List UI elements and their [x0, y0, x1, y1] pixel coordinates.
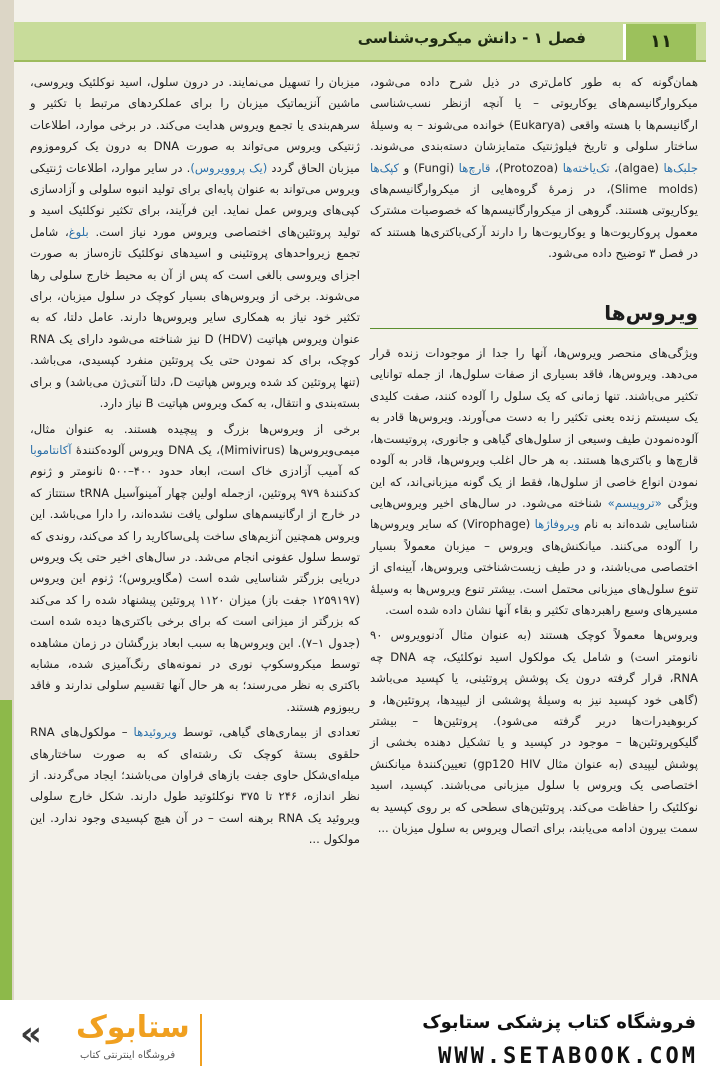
chapter-title: فصل ۱ - دانش میکروب‌شناسی — [357, 29, 586, 47]
highlighted-term: قارچ‌ها — [458, 160, 491, 175]
text-run: همان‌گونه که به طور کامل‌تری در ذیل شرح داده می‌شود، میکروارگانیسم‌های یوکاریوتی – یا آنچه ازنظر نسب‌شناسی ارگانیسم‌ها با هسته واقعی (Eukarya) خوانده می‌شوند – به وسیلهٔ ساختار سلولی و تاریخ فیلوژنتیک متمایزشان دسته‌بندی می‌شوند. — [370, 75, 698, 154]
intro-paragraph — [370, 72, 698, 265]
highlighted-term: کپک‌ها — [370, 160, 400, 175]
text-run: (Slime molds)، در زمرهٔ گروه‌هایی از میکروارگانیسم‌های یوکاریوتی هستند. گروهی از میکروارگانیسم‌ها که خصوصیات مشترک معمول پروکاریوت‌ها و یوکاریوت‌ها را دارند آرکی‌باکتری‌ها هستند که در فصل ۳ توضیح داده می‌شود. — [370, 182, 698, 261]
text-run: که آمیب آزادزی خاک است، ابعاد حدود ۴۰۰–۵۰۰ نانومتر و ژنوم کدکنندهٔ ۹۷۹ پروتئین، ازجمله اولین چهار آمینوآسیل tRNA سنتتاز که در خارج از ارگانیسم‌های سلولی یافت نشده‌اند، را دارا می‌باشد. این ویروس همچنین آنزیم‌های ساخت پلی‌ساکارید را کد می‌کند، روندی که توسط سلول عفونی انجام می‌شد. در سال‌های اخیر حتی یک ویروس دریایی بزرگتر شناسایی شده است (مگاویروس)؛ ژنوم این ویروس (۱۲۵۹۱۹۷ جفت باز) میزان ۱۱۲۰ پروتئین پیشنهاد شده را کد می‌کند که بزرگتر از میزانی است که برای برخی باکتری‌ها دیده شده است (جدول ۱–۷). این ویروس‌ها به سبب ابعاد بزرگشان در زمان مشاهده توسط میکروسکوپ نوری در نمونه‌های رنگ‌آمیزی شده، مشابه باکتری به نظر می‌رسند؛ به هر حال آنها تقسیم سلولی ندارند و فاقد ریبوزوم هستند. — [30, 464, 361, 714]
text-run: شناخته می‌شود. در سال‌های اخیر ویروس‌هایی شناسایی شده‌اند به نام — [370, 495, 698, 532]
margin-tab — [0, 700, 12, 1000]
left-paragraph-3 — [30, 722, 360, 850]
left-paragraph-2 — [30, 419, 360, 719]
left-paragraph-1 — [30, 72, 360, 415]
viruses-paragraph-2 — [370, 625, 698, 839]
viruses-paragraph-1 — [370, 343, 698, 621]
text-run: . در سایر موارد، اطلاعات ژنتیکی ویروس می‌تواند به عنوان پایه‌ای برای تولید انبوه سلولی و آزادسازی کپی‌های ویروس عمل نماید. این فرآیند، برای تکثیر نوکلئیک اسید و تولید پروتئین‌های اختصاصی ویروس مورد نیاز است. — [30, 160, 361, 239]
text-run: تعدادی از بیماری‌های گیاهی، توسط — [176, 725, 360, 740]
logo-chevron-icon: « — [20, 1014, 40, 1054]
highlighted-term: «تروپیسم» — [607, 495, 662, 510]
text-run: – مولکول‌های RNA حلقوی بستهٔ کوچک تک رشته‌ای که به صورت ساختارهای میله‌ای‌شکل حاوی جفت بازهای فراوان می‌باشند؛ ایجاد می‌گردند. از نظر اندازه، ۲۴۶ تا ۳۷۵ نوکلئوتید طول دارند. شکل خارج سلولی ویروئید یک RNA برهنه است – در آن هیچ کپسیدی وجود ندارد. این مولکول ... — [30, 725, 360, 847]
text-run: ویروس‌ها معمولاً کوچک هستند (به عنوان مثال آدنوویروس ۹۰ نانومتر است) و شامل یک مولکول اسید نوکلئیک، چه DNA چه RNA، قرار گرفته درون یک پوشش پروتئینی، یا کپسید می‌باشد (گاهی خود کپسید نیز به وسیلهٔ پوششی از لیپیدها، پروتئین‌ها، و کربوهیدرات‌ها دربر گرفته می‌شود). پروتئین‌ها – بیشتر گلیکوپروتئین‌ها – موجود در کپسید و یا تشکیل دهنده بخشی از پوشش لیپیدی (به عنوان مثال gp120 HIV) تعیین‌کنندهٔ میانکنش اختصاصی یک ویروس با سلول میزبانی می‌باشند. کپسید، اسید نوکلئیک را حفاظت می‌کند. پروتئین‌های سطحی که بر روی کپسید به سمت بیرون ادامه می‌یابند، برای اتصال ویروس به سلول میزبان ... — [370, 628, 698, 835]
right-column — [370, 72, 698, 843]
section-title-viruses: ویروس‌ها — [370, 303, 698, 329]
page-number: ۱۱ — [626, 24, 696, 60]
highlighted-term: ویروفاژها — [534, 517, 580, 532]
highlighted-term: جلبک‌ها — [663, 160, 698, 175]
text-run: برخی از ویروس‌ها بزرگ و پیچیده هستند. به عنوان مثال، میمی‌ویروس‌ها (Mimivirus)، یک DNA ویروس آلوده‌کنندهٔ — [30, 421, 360, 457]
highlighted-term: تک‌یاخته‌ها — [562, 160, 610, 175]
text-run: (algae)، — [609, 160, 664, 175]
highlighted-term: آکانتاموبا — [30, 442, 72, 457]
logo-text: ستابوک — [76, 1010, 190, 1045]
page-header — [14, 22, 706, 62]
text-run: ، شامل تجمع زیرواحدهای پروتئینی و اسیدهای نوکلئیک تازه‌ساز به صورت اجزای ویروسی بالغی است که پس از آن به محیط خارج سلولی رها می‌شوند. برخی از ویروس‌های بسیار کوچک در سلول میزبان، برای تکثیر خود نیاز به همکاری سایر ویروس‌ها دارند. عامل دلتا، که به عنوان ویروس هپاتیت D (HDV) نیز شناخته می‌شود دارای یک RNA کوچک، برای کد نمودن حتی یک پروتئین منفرد کپسیدی، می‌باشد. (تنها پروتئین کد شده ویروس هپاتیت D، دلتا آنتی‌ژن می‌باشد) و برای بسته‌بندی و انتقال، به کمک ویروس هپاتیت B نیاز دارد. — [30, 224, 360, 411]
footer-banner — [0, 1000, 720, 1080]
highlighted-term: بلوغ — [68, 224, 89, 239]
text-run: (Fungi) و — [399, 160, 459, 175]
highlighted-term: (یک پروویروس) — [190, 160, 268, 175]
text-run: (Virophage) که سایر ویروس‌ها را آلوده می‌کنند. میانکنش‌های ویروس – میزبان معمولاً بسیار اختصاصی می‌باشند، و در طیف زیست‌شناختی ویروس‌ها، آیینه‌ای از تنوع سلول‌های میزبانی محتمل است. بیشتر تنوع ویروس‌ها به وسیلهٔ مسیرهای وسیع راهبردهای تکثیر و بقاء آنها نشان داده شده است. — [370, 517, 698, 617]
footer-divider — [200, 1014, 202, 1066]
text-run: ویژگی‌های منحصر ویروس‌ها، آنها را جدا از موجودات زنده قرار می‌دهد. ویروس‌ها، فاقد بسیاری از صفات سلول‌ها، از جمله توانایی تکثیر می‌باشند. تنها زمانی که یک سلول را آلوده کنند، صفت کلیدی یک سیستم زنده یعنی تکثیر را به دست می‌آورند. ویروس‌ها قادر به آلوده‌نمودن طیف وسیعی از سلول‌های گیاهی و جانوری، پروتیست‌ها، قارچ‌ها و باکتری‌ها هستند. به هر حال اغلب ویروس‌ها، قادر به آلوده نمودن انواع خاصی از سلول‌ها، فقط از یک گونه میزبانی‌اند، که این ویژگی — [370, 346, 698, 510]
shop-name: فروشگاه کتاب پزشکی ستابوک — [422, 1012, 696, 1033]
highlighted-term: ویروئیدها — [133, 725, 177, 740]
text-run: (Protozoa)، — [490, 160, 563, 175]
logo-subtitle: فروشگاه اینترنتی کتاب — [80, 1050, 176, 1061]
shop-url[interactable]: WWW.SETABOOK.COM — [438, 1044, 698, 1069]
text-run: میزبان را تسهیل می‌نمایند. در درون سلول، اسید نوکلئیک ویروسی، ماشین آنزیماتیک میزبان را برای عملکردهای مرتبط با تکثیر و سرهم‌بندی یا تجمع ویروس هدایت می‌کند. در برخی موارد، اطلاعات ژنتیکی ویروس می‌تواند به صورت DNA به درون یک کروموزوم میزبان الحاق گردد — [30, 75, 361, 175]
left-column — [30, 72, 360, 855]
setabook-logo — [20, 1010, 190, 1070]
